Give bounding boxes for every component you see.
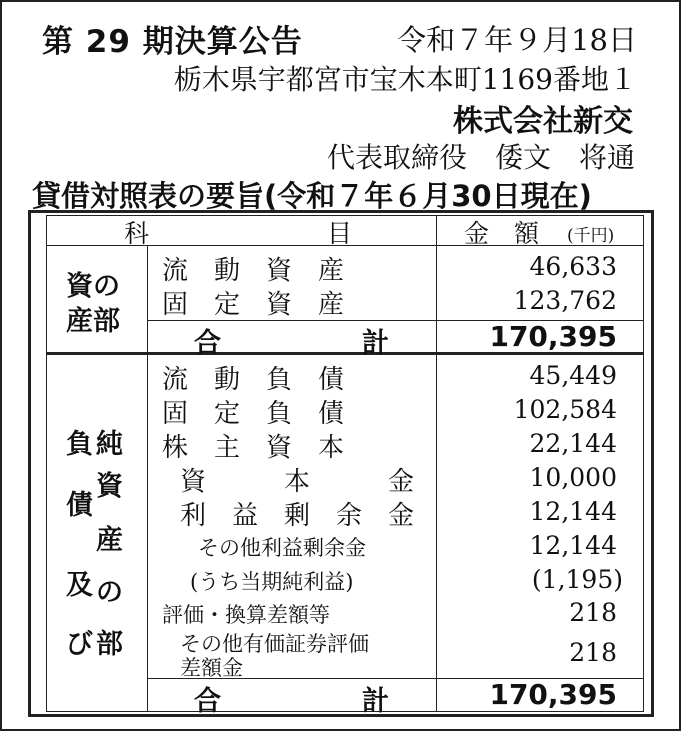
equity-row-label: (うち当期純利益) [190, 570, 354, 594]
equity-row-value: 10,000 [529, 463, 617, 492]
net-assets-section-char: 純 [96, 429, 123, 460]
net-assets-section-char: の [96, 577, 123, 608]
balance-sheet-heading: 貸借対照表の要旨(令和７年６月30日現在) [32, 179, 592, 213]
liability-row-value: 45,449 [529, 361, 617, 390]
asset-row-value: 46,633 [529, 252, 617, 281]
liabilities-total-value: 170,395 [489, 678, 617, 711]
equity-row-label: 評価・換算差額等 [162, 603, 330, 627]
equity-row-value: 22,144 [529, 429, 617, 458]
equity-row-label-line2: 差額金 [180, 656, 243, 680]
asset-row-label: 流 動 資 産 [162, 256, 345, 286]
equity-row-label-line1: その他有価証券評価 [180, 632, 369, 656]
liability-row-value: 102,584 [513, 395, 617, 424]
liabilities-total-label-2: 計 [362, 686, 389, 717]
net-assets-section-char: 産 [96, 525, 123, 556]
net-assets-section-char: 資 [96, 471, 123, 502]
notice-title: 第 29 期決算公告 [42, 24, 303, 60]
equity-row-label: 利 益 剰 余 金 [180, 501, 415, 531]
asset-row-value: 123,762 [513, 286, 617, 315]
section-column-divider [147, 245, 148, 712]
liabilities-section-char: 及 [66, 570, 93, 601]
header-amount: 金 額 [464, 219, 540, 248]
equity-row-value: 218 [569, 638, 617, 667]
amount-column-divider [436, 215, 437, 712]
equity-row-value: 218 [569, 598, 617, 627]
assets-total-value: 170,395 [489, 320, 617, 353]
liabilities-section-char: 債 [66, 490, 93, 521]
header-subject-2: 目 [327, 219, 353, 248]
equity-row-value: 12,144 [529, 497, 617, 526]
equity-row-label: その他利益剰余金 [198, 536, 366, 560]
company-address: 栃木県宇都宮市宝木本町1169番地１ [173, 63, 637, 96]
assets-section-label-1: 資の [66, 271, 120, 302]
asset-row-label: 固 定 資 産 [162, 290, 345, 320]
header-subject-1: 科 [124, 219, 150, 248]
equity-row-value: (1,195) [531, 565, 623, 594]
liability-row-label: 固 定 負 債 [162, 399, 345, 429]
equity-row-label: 株 主 資 本 [162, 433, 345, 463]
liabilities-section-char: 負 [66, 429, 93, 460]
equity-row-label: 資 本 金 [180, 467, 415, 497]
representative: 代表取締役 倭文 将通 [326, 141, 635, 174]
assets-total-label-1: 合 [194, 328, 221, 359]
net-assets-section-char: 部 [96, 629, 123, 660]
liabilities-section-char: び [66, 629, 93, 660]
notice-date: 令和７年９月18日 [397, 23, 637, 57]
assets-section-label-2: 産部 [66, 306, 120, 337]
company-name: 株式会社新交 [453, 104, 633, 139]
liabilities-total-label-1: 合 [194, 686, 221, 717]
equity-row-value: 12,144 [529, 531, 617, 560]
assets-total-label-2: 計 [362, 328, 389, 359]
header-unit: (千円) [567, 226, 615, 246]
liability-row-label: 流 動 負 債 [162, 365, 345, 395]
